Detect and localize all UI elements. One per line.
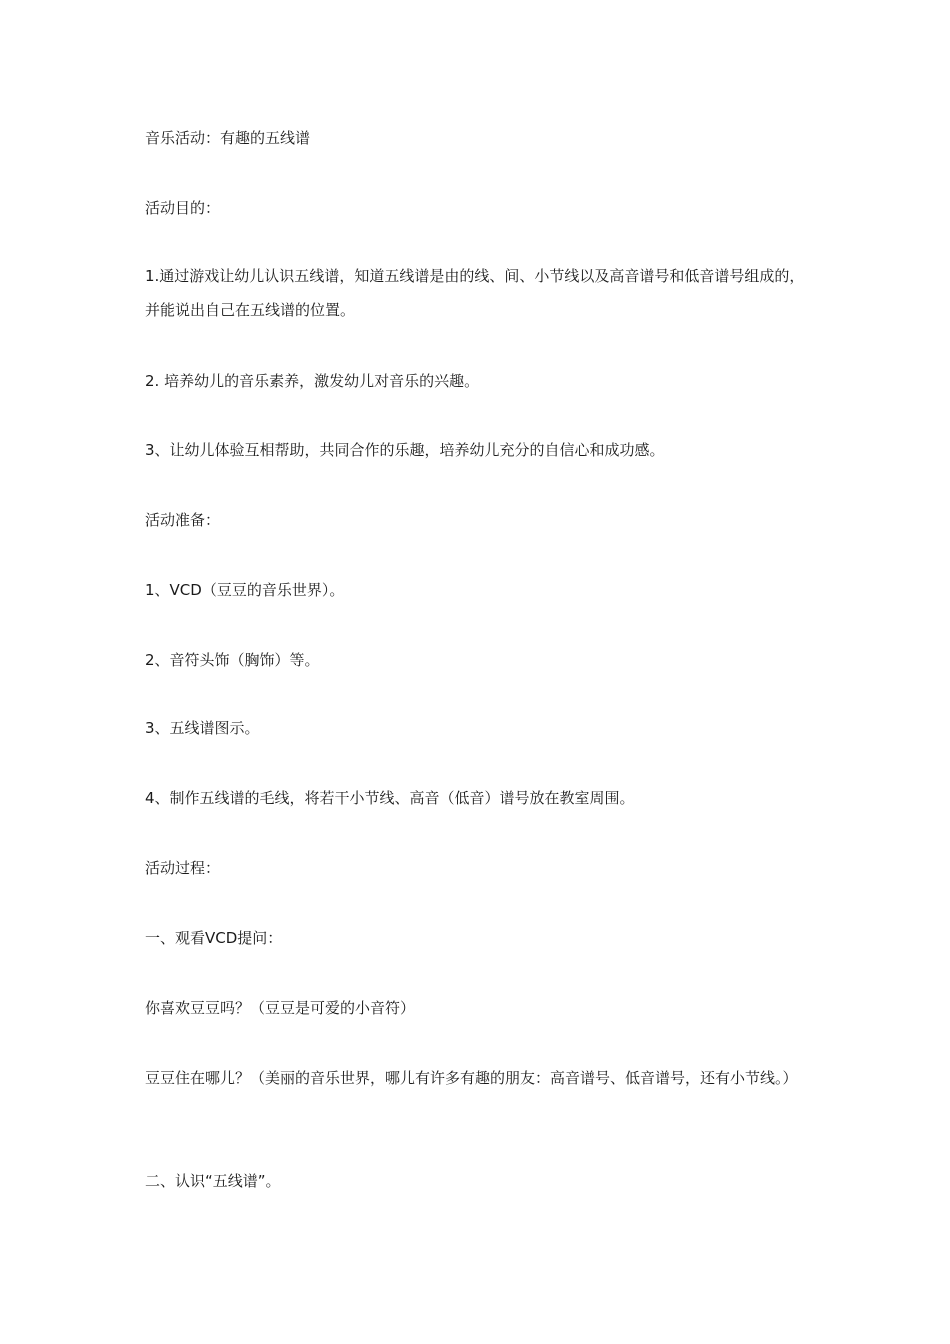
goal-item-3: 3、让幼儿体验互相帮助，共同合作的乐趣，培养幼儿充分的自信心和成功感。 bbox=[145, 441, 665, 459]
goals-heading: 活动目的： bbox=[145, 199, 221, 217]
process-item-1: 一、观看VCD提问： bbox=[145, 929, 283, 947]
process-item-2: 你喜欢豆豆吗？（豆豆是可爱的小音符） bbox=[145, 999, 416, 1017]
process-heading: 活动过程： bbox=[145, 859, 221, 877]
prep-item-3: 3、五线谱图示。 bbox=[145, 719, 260, 737]
goal-item-2: 2. 培养幼儿的音乐素养，激发幼儿对音乐的兴趣。 bbox=[145, 372, 480, 390]
prep-heading: 活动准备： bbox=[145, 511, 221, 529]
prep-item-4: 4、制作五线谱的毛线，将若干小节线、高音（低音）谱号放在教室周围。 bbox=[145, 789, 635, 807]
process-item-4: 二、认识“五线谱”。 bbox=[145, 1172, 281, 1190]
goal-item-1: 1.通过游戏让幼儿认识五线谱，知道五线谱是由的线、间、小节线以及高音谱号和低音谱号组成的，并能说出自己在五线谱的位置。 bbox=[145, 267, 805, 319]
document-title: 音乐活动：有趣的五线谱 bbox=[145, 129, 311, 147]
process-item-3: 豆豆住在哪儿？（美丽的音乐世界，哪儿有许多有趣的朋友：高音谱号、低音谱号，还有小节线。） bbox=[145, 1069, 798, 1087]
prep-item-1: 1、VCD（豆豆的音乐世界）。 bbox=[145, 581, 345, 599]
prep-item-2: 2、音符头饰（胸饰）等。 bbox=[145, 651, 320, 669]
